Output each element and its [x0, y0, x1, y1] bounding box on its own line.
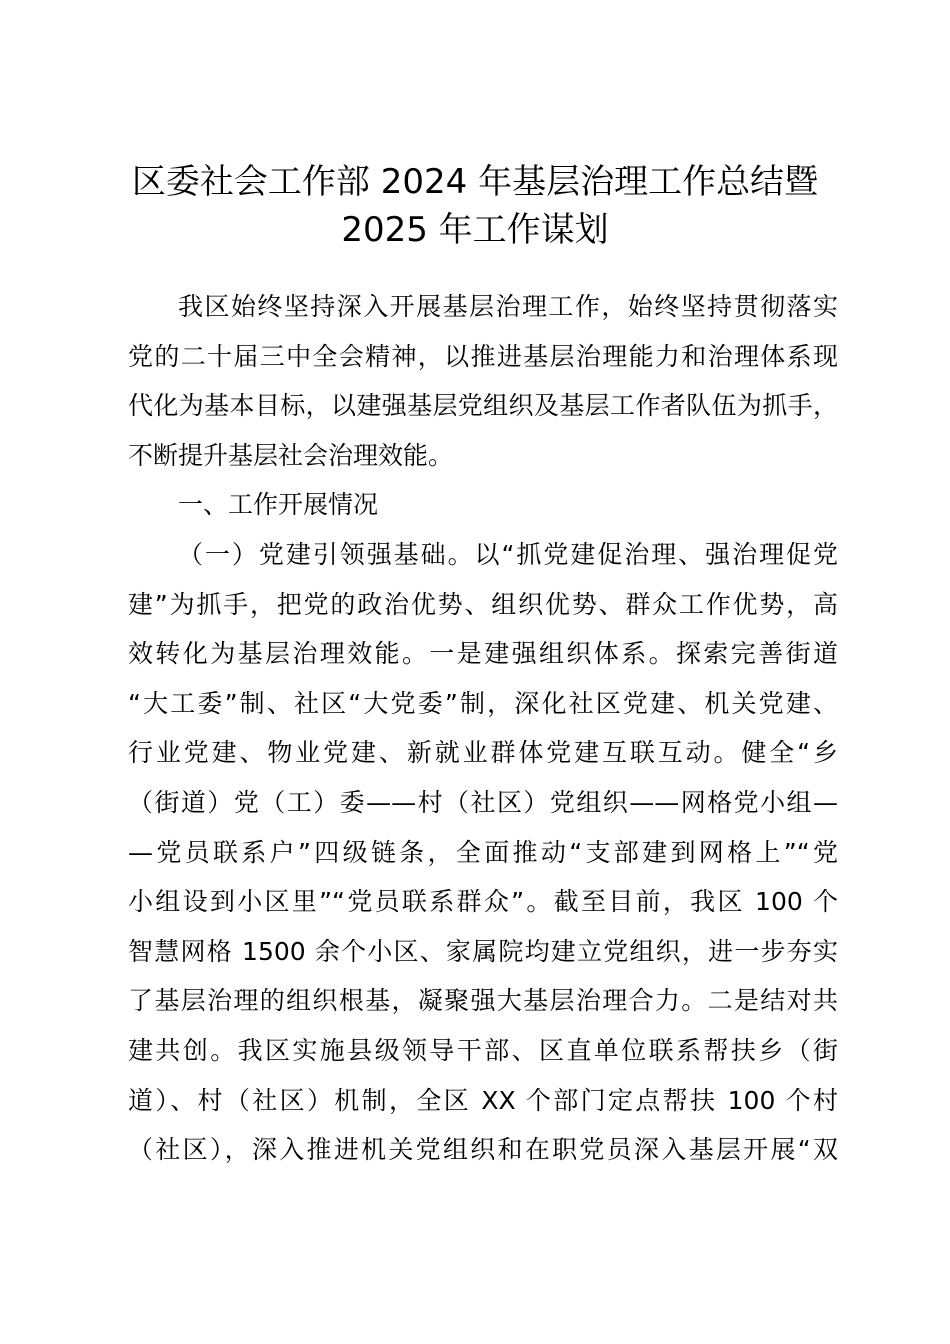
paragraph-line: 建”为抓手，把党的政治优势、组织优势、群众工作优势，高 — [128, 589, 838, 619]
paragraph-line: 小组设到小区里”“党员联系群众”。截至目前，我区 100 个 — [128, 887, 838, 917]
intro-paragraph — [128, 282, 838, 480]
section-heading: 一、工作开展情况 — [178, 490, 379, 520]
section1-paragraph — [128, 530, 838, 1175]
title-line-2: 2025 年工作谋划 — [341, 210, 609, 250]
document-body — [128, 282, 838, 1175]
paragraph-line: —党员联系户”四级链条，全面推动“支部建到网格上”“党 — [128, 837, 838, 867]
title-line-1: 区委社会工作部 2024 年基层治理工作总结暨 — [131, 162, 819, 202]
paragraph-line: 建共创。我区实施县级领导干部、区直单位联系帮扶乡（街 — [128, 1035, 838, 1065]
paragraph-line: 党的二十届三中全会精神，以推进基层治理能力和治理体系现 — [128, 341, 838, 371]
paragraph-line: 道）、村（社区）机制，全区 XX 个部门定点帮扶 100 个村 — [128, 1085, 838, 1115]
paragraph-line: 不断提升基层社会治理效能。 — [128, 440, 454, 470]
document-title — [110, 158, 840, 254]
paragraph-line: “大工委”制、社区“大党委”制，深化社区党建、机关党建、 — [128, 688, 838, 718]
paragraph-line: （社区），深入推进机关党组织和在职党员深入基层开展“双 — [128, 1135, 838, 1165]
paragraph-line: （街道）党（工）委——村（社区）党组织——网格党小组— — [128, 787, 838, 817]
paragraph-line: 了基层治理的组织根基，凝聚强大基层治理合力。二是结对共 — [128, 986, 838, 1016]
paragraph-line: （一）党建引领强基础。以“抓党建促治理、强治理促党 — [178, 539, 838, 569]
paragraph-line: 我区始终坚持深入开展基层治理工作，始终坚持贯彻落实 — [178, 292, 838, 321]
paragraph-line: 智慧网格 1500 余个小区、家属院均建立党组织，进一步夯实 — [128, 936, 838, 966]
paragraph-line: 代化为基本目标，以建强基层党组织及基层工作者队伍为抓手， — [128, 391, 838, 421]
paragraph-line: 行业党建、物业党建、新就业群体党建互联互动。健全“乡 — [128, 738, 838, 768]
paragraph-line: 效转化为基层治理效能。一是建强组织体系。探索完善街道 — [128, 639, 838, 669]
